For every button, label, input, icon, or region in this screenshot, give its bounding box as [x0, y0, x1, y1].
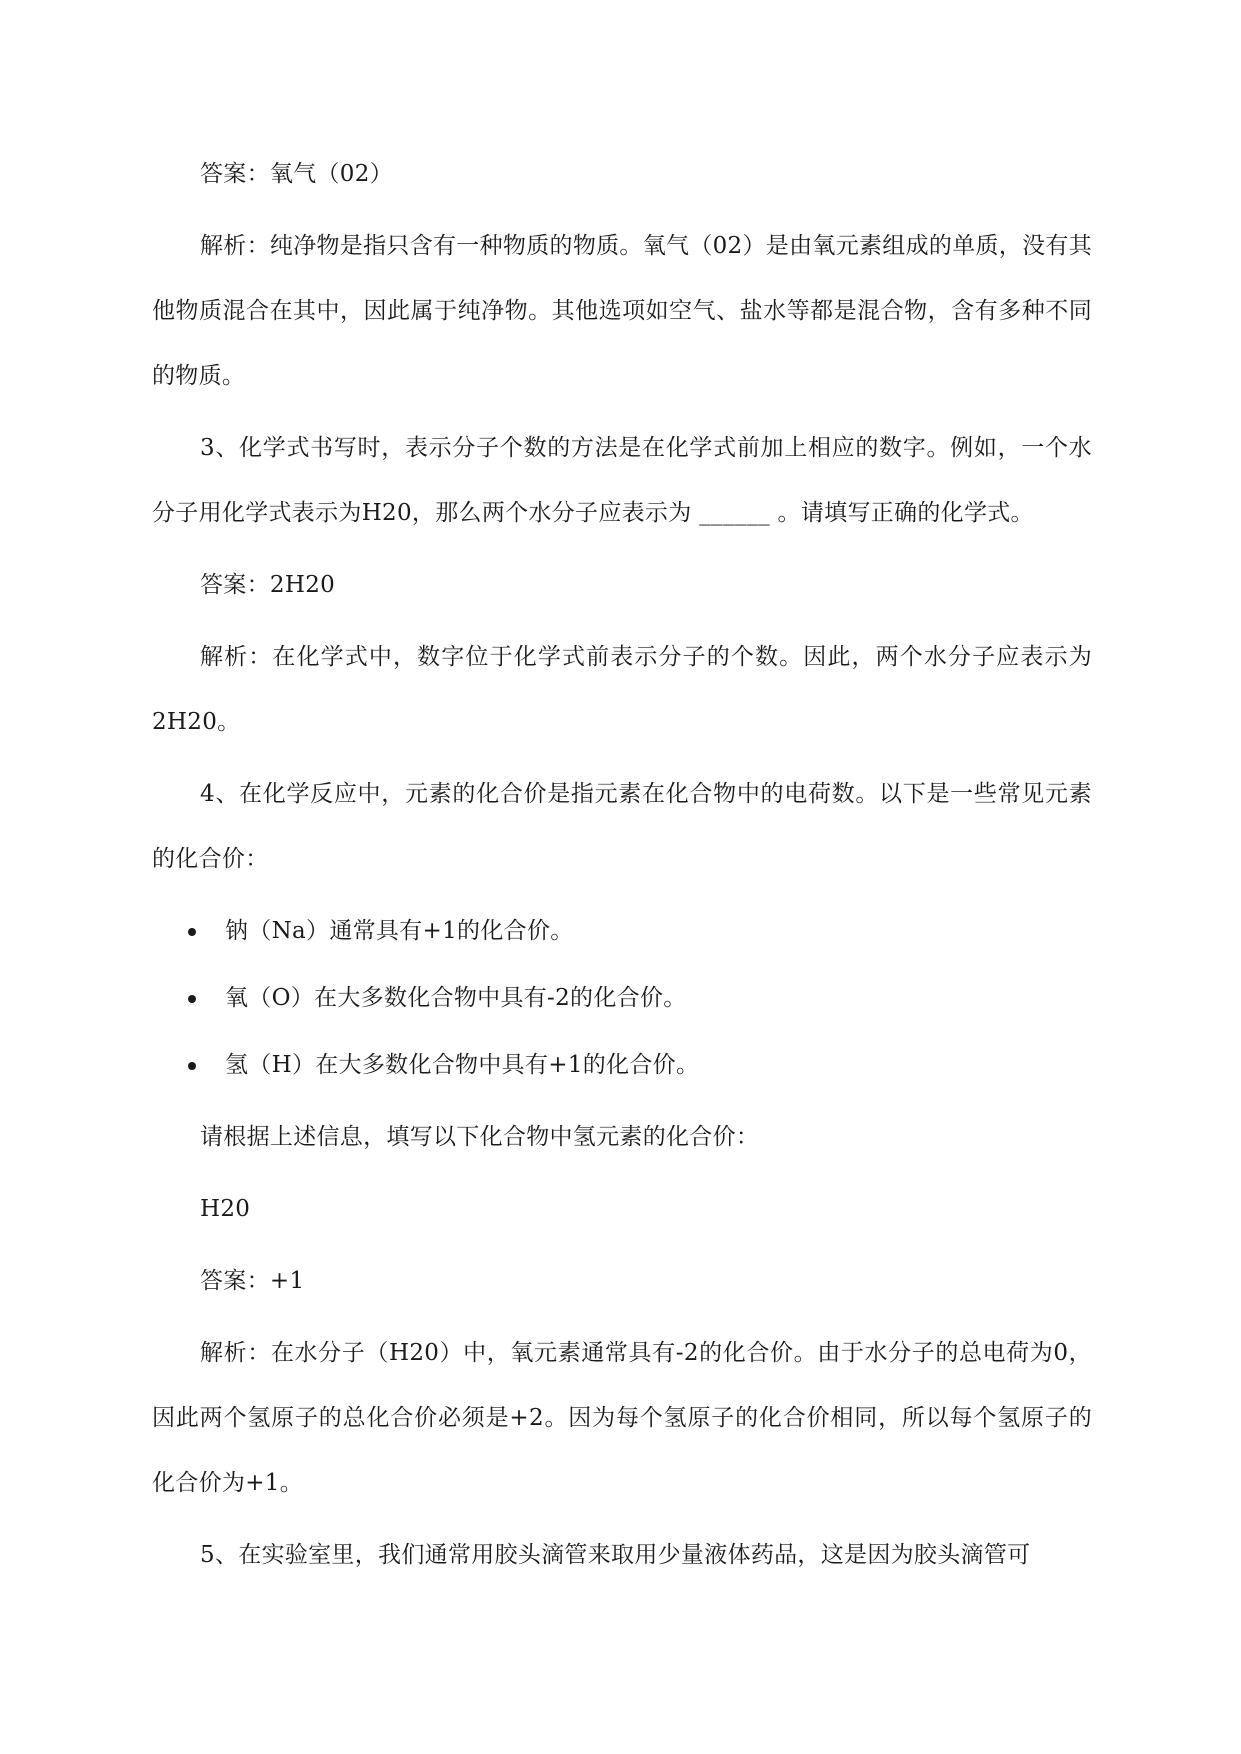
- paragraph: 请根据上述信息，填写以下化合物中氢元素的化合价：: [200, 1124, 760, 1150]
- paragraph: 5、在实验室里，我们通常用胶头滴管来取用少量液体药品，这是因为胶头滴管可: [200, 1542, 1031, 1568]
- bullet-text: 氢（H）在大多数化合物中具有+1的化合价。: [225, 1052, 700, 1078]
- bullet-dot-icon: [188, 1062, 196, 1070]
- paragraph: 答案：氧气（02）: [200, 161, 393, 187]
- bullet-dot-icon: [188, 928, 196, 936]
- paragraph: 答案：2H20: [200, 572, 336, 598]
- paragraph: 解析：在水分子（H20）中，氧元素通常具有-2的化合价。由于水分子的总电荷为0，因此两个氢原子的总化合价必须是+2。因为每个氢原子的化合价相同，所以每个氢原子的化合价为+1。: [152, 1340, 1092, 1496]
- bullet-list: [152, 899, 1092, 1098]
- bullet-text: 氧（O）在大多数化合物中具有-2的化合价。: [225, 985, 687, 1011]
- bullet-text: 钠（Na）通常具有+1的化合价。: [225, 918, 574, 944]
- paragraph: 答案：+1: [200, 1268, 305, 1294]
- document-body: [152, 142, 1092, 1595]
- bullet-dot-icon: [188, 995, 196, 1003]
- paragraph: 3、化学式书写时，表示分子个数的方法是在化学式前加上相应的数字。例如，一个水分子用化学式表示为H20，那么两个水分子应表示为 ______ 。请填写正确的化学式。: [152, 435, 1092, 526]
- paragraph: 4、在化学反应中，元素的化合价是指元素在化合物中的电荷数。以下是一些常见元素的化合价：: [152, 781, 1092, 872]
- paragraph: 解析：纯净物是指只含有一种物质的物质。氧气（02）是由氧元素组成的单质，没有其他物质混合在其中，因此属于纯净物。其他选项如空气、盐水等都是混合物，含有多种不同的物质。: [152, 233, 1092, 389]
- bullet-item: [152, 1033, 1092, 1098]
- bullet-item: [152, 966, 1092, 1031]
- bullet-item: [152, 899, 1092, 964]
- paragraph: 解析：在化学式中，数字位于化学式前表示分子的个数。因此，两个水分子应表示为2H20。: [152, 644, 1092, 735]
- paragraph: H20: [200, 1196, 251, 1222]
